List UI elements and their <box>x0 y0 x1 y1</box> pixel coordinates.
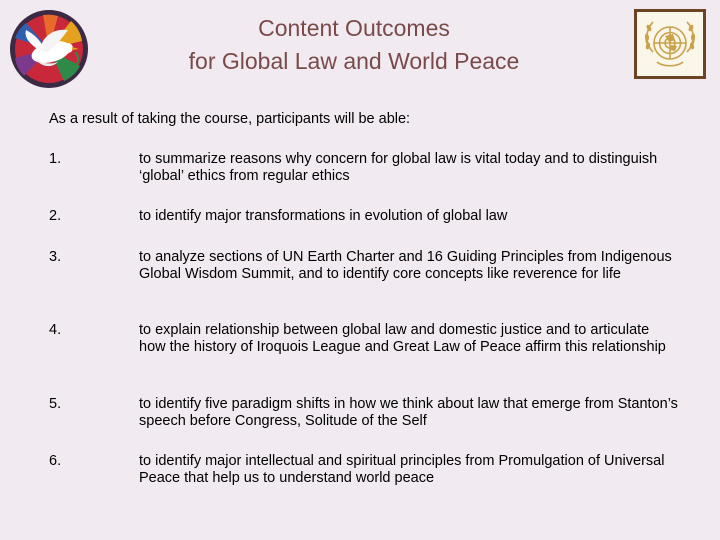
item-number: 3. <box>49 249 62 265</box>
item-number: 2. <box>49 208 62 224</box>
item-text: to summarize reasons why concern for global law is vital today and to distinguish ‘global’ ethics from regular ethics <box>139 151 658 184</box>
item-text: to identify major intellectual and spiritual principles from Promulgation of Universal Peace that help us to understand world peace <box>139 453 665 486</box>
item-text: to explain relationship between global law and domestic justice and to articulate how the history of Iroquois League and Great Law of Peace affirm this relationship <box>139 322 666 355</box>
title-line-2: for Global Law and World Peace <box>188 48 520 74</box>
item-number: 6. <box>49 453 62 469</box>
item-number: 1. <box>49 151 62 167</box>
dove-peace-emblem-icon <box>6 8 92 90</box>
item-text: to analyze sections of UN Earth Charter and 16 Guiding Principles from Indigenous Global Wisdom Summit, and to identify core concepts like reverence for life <box>139 249 672 282</box>
page-title <box>150 12 558 78</box>
item-text: to identify five paradigm shifts in how we think about law that emerge from Stanton’s speech before Congress, Solitude of the Self <box>139 396 678 429</box>
item-number: 5. <box>49 396 62 412</box>
intro-text: As a result of taking the course, participants will be able: <box>49 111 411 127</box>
item-number: 4. <box>49 322 62 338</box>
item-text: to identify major transformations in evolution of global law <box>139 208 508 224</box>
un-emblem-icon <box>634 9 706 79</box>
title-line-1: Content Outcomes <box>258 15 450 41</box>
